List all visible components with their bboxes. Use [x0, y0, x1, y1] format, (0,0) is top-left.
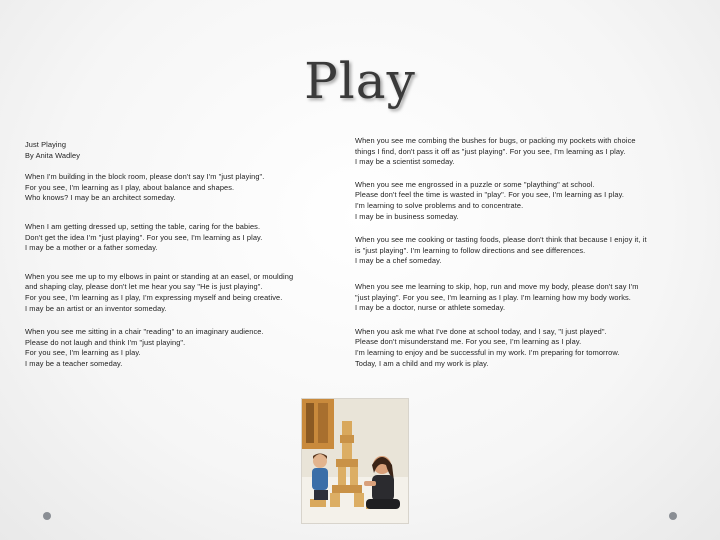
- poem-line: By Anita Wadley: [25, 150, 81, 160]
- right-paragraph: [355, 235, 703, 267]
- right-paragraph: [355, 180, 703, 222]
- poem-line: Who knows? I may be an architect someday.: [25, 193, 176, 203]
- left-paragraph: [25, 140, 337, 161]
- left-paragraph: [25, 172, 337, 204]
- poem-line: I may be in business someday.: [355, 211, 459, 221]
- poem-line: I may be a mother or a father someday.: [25, 243, 158, 253]
- left-paragraph: [25, 222, 337, 254]
- poem-line: "just playing". For you see, I'm learning as I play. I'm learning how my body works.: [355, 292, 631, 302]
- poem-right-column: [355, 136, 703, 380]
- bullet-dot-right: [669, 512, 677, 520]
- poem-line: Just Playing: [25, 140, 67, 149]
- poem-line: Please do not laugh and think I'm "just playing".: [25, 337, 186, 347]
- poem-line: When you see me engrossed in a puzzle or some "plaything" at school.: [355, 179, 595, 189]
- poem-line: Don't get the idea I'm "just playing". For you see, I'm learning as I play.: [25, 232, 263, 242]
- poem-line: I may be a chef someday.: [355, 256, 442, 266]
- poem-line: I may be a scientist someday.: [355, 157, 455, 167]
- poem-line: For you see, I'm learning as I play, about balance and shapes.: [25, 182, 235, 192]
- poem-line: When you see me cooking or tasting foods, please don't think that because I enjoy it, it: [355, 235, 647, 245]
- poem-line: For you see, I'm learning as I play, I'm expressing myself and being creative.: [25, 292, 283, 302]
- poem-line: When you see me combing the bushes for bugs, or packing my pockets with choice: [355, 136, 636, 145]
- poem-line: When you see me up to my elbows in paint or standing at an easel, or moulding: [25, 271, 294, 281]
- poem-line: For you see, I'm learning as I play.: [25, 348, 141, 358]
- poem-line: I may be a doctor, nurse or athlete someday.: [355, 303, 506, 313]
- poem-line: I'm learning to solve problems and to concentrate.: [355, 200, 524, 210]
- right-paragraph: [355, 282, 703, 314]
- right-paragraph: [355, 327, 703, 369]
- poem-line: When I'm building in the block room, please don't say I'm "just playing".: [25, 172, 265, 182]
- children-playing-photo: [302, 399, 408, 523]
- poem-line: When you see me learning to skip, hop, run and move my body, please don't say I'm: [355, 281, 639, 291]
- poem-left-column: [25, 140, 337, 383]
- poem-line: is "just playing". I'm learning to follow directions and see differences.: [355, 245, 586, 255]
- poem-line: I'm learning to enjoy and be successful in my work. I'm preparing for tomorrow.: [355, 347, 620, 357]
- bullet-dot-left: [43, 512, 51, 520]
- poem-line: Please don't feel the time is wasted in "play". For you see, I'm learning as I play.: [355, 190, 624, 200]
- left-paragraph: [25, 327, 337, 369]
- poem-line: things I find, don't pass it off as "just playing". For you see, I'm learning as I play.: [355, 146, 626, 156]
- poem-line: Today, I am a child and my work is play.: [355, 358, 489, 368]
- slide-title: Play: [304, 52, 416, 110]
- left-paragraph: [25, 272, 337, 314]
- right-paragraph: [355, 136, 703, 168]
- poem-line: I may be an artist or an inventor someday.: [25, 303, 167, 313]
- poem-line: I may be a teacher someday.: [25, 358, 123, 368]
- poem-line: When you see me sitting in a chair "reading" to an imaginary audience.: [25, 327, 264, 337]
- poem-line: and shaping clay, please don't let me hear you say "He is just playing".: [25, 282, 263, 292]
- poem-line: When you ask me what I've done at school today, and I say, "I just played".: [355, 326, 607, 336]
- poem-line: When I am getting dressed up, setting the table, caring for the babies.: [25, 221, 261, 231]
- poem-line: Please don't misunderstand me. For you see, I'm learning as I play.: [355, 337, 582, 347]
